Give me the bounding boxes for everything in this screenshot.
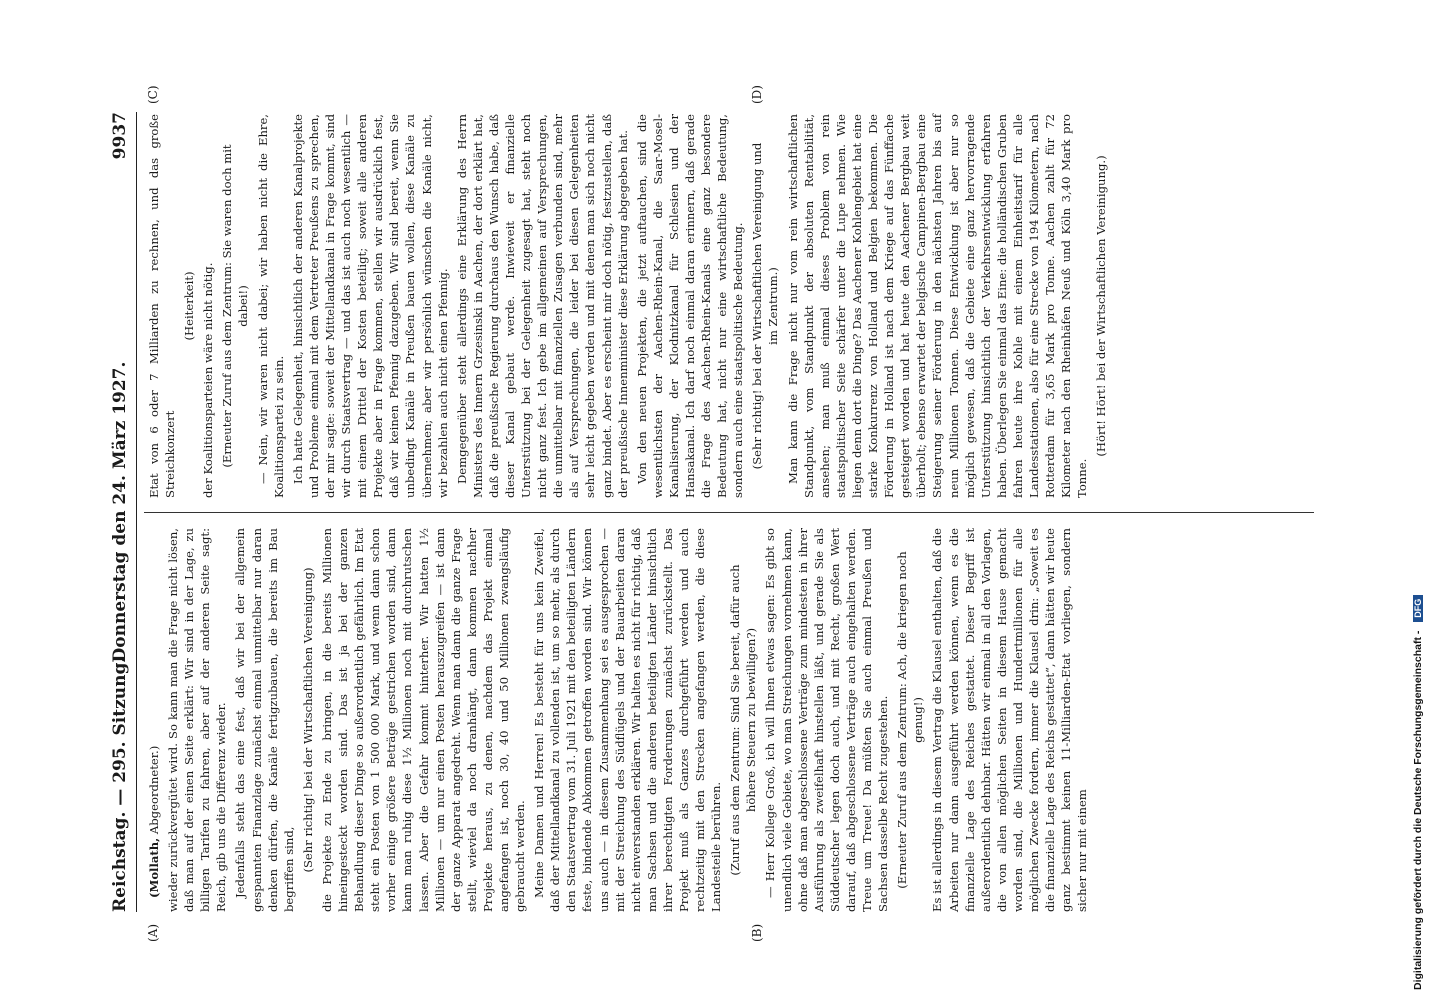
left-column-paragraph (300, 528, 316, 912)
paragraph-text: Jedenfalls steht das eine fest, daß wir bei der allgemein gespannten Finanzlage zunächst einmal unmittelbar nur daran denken dürfen, die Kanäle fertigzubauen, die bereits im Bau begriffen sind, (233, 528, 296, 912)
header-left: Reichstag. — 295. Sitzung. (110, 656, 130, 912)
paragraph-text: Demgegenüber steht allerdings eine Erklärung des Herrn Ministers des Innern Grzesinski in Aachen, der dort erklärt hat, daß die preußische Regierung durchaus den Wunsch habe, daß dieser Kanal gebaut werde. Inwieweit er finanzielle Unterstützung bei der Gelegenheit zugesagt hat, steht noch nicht ganz fest. Ich gebe im allgemeinen auf Versprechungen, die unmittelbar mit finanziellen Zusagen verbunden sind, mehr als auf Versprechungen, die leider bei diesen Gelegenheiten sehr leicht gegeben werden und mit denen man sich noch nicht ganz bindet. Aber es erscheint mir doch nötig, festzustellen, daß der preußische Innenminister diese Erklärung abgegeben hat. (454, 114, 630, 498)
left-column-paragraph (762, 528, 891, 912)
right-column-paragraph (181, 114, 197, 498)
right-column-paragraph (146, 114, 178, 498)
right-column-paragraph (634, 114, 747, 498)
left-column-paragraph (232, 528, 296, 912)
digitization-credit (1412, 10, 1432, 990)
speaker-name: (Mollath, (147, 837, 161, 898)
paragraph-text: Ich hatte Gelegenheit, hinsichtlich der anderen Kanalprojekte und Probleme einmal mit dem Vertreter Preußens zu sprechen, der mir sagte: soweit der Mittellandkanal in Frage kommt, sind wir durch Staatsvertrag — und das ist auch noch wesentlich — mit einem Drittel der Kosten beteiligt; soweit alle anderen Projekte aber in Frage kommen, stellen wir ausdrücklich fest, daß wir keinen Pfennig dazugeben. Wir sind bereit, wenn Sie unbedingt Kanäle in Preußen bauen wollen, diese Kanäle zu übernehmen; aber wir persönlich wünschen die Kanäle nicht, wir bezahlen auch nicht einen Pfennig. (290, 114, 450, 498)
paragraph-text: Es ist allerdings in diesem Vertrag die Klausel enthalten, daß die Arbeiten nur dann ausgeführt werden können, wenn es die finanzielle Lage des Reiches gestattet. Dieser Begriff ist außerordentlich dehnbar. Hätten wir einmal in all den Vorlagen, die von allen möglichen Seiten in diesem Hause gemacht worden sind, die Millionen und Hundertmillionen für alle möglichen Zwecke fordern, immer die Klausel drin: „Soweit es die finanzielle Lage des Reichs gestattet“, dann hätten wir heute ganz bestimmt keinen 11-Milliarden-Etat vorliegen, sondern sicher nur mit einem (930, 528, 1090, 912)
paragraph-text: (Zuruf aus dem Zentrum: Sind Sie bereit, dafür auch höhere Steuern zu bewilligen?) (728, 564, 759, 876)
paragraph-text: (Sehr richtig! bei der Wirtschaftlichen Vereinigung und im Zentrum.) (750, 142, 781, 470)
header-date: Donnerstag den 24. März 1927. (110, 361, 130, 663)
left-column-paragraph (531, 528, 724, 912)
right-column (146, 114, 1109, 498)
paragraph-text: — Nein, wir waren nicht dabei; wir haben nicht die Ehre, Koalitionspartei zu sein. (255, 114, 286, 498)
left-column-paragraph (894, 528, 926, 912)
right-column-paragraph (255, 114, 287, 498)
page-number: 9937 (110, 112, 130, 160)
right-column-paragraph (200, 114, 216, 498)
right-column-paragraph (290, 114, 451, 498)
paragraph-text: (Sehr richtig! bei der Wirtschaftlichen Vereinigung) (300, 567, 315, 873)
paragraph-text: Von den neuen Projekten, die jetzt auftauchen, sind die wesentlichsten der Aachen-Rhein-Kanal, die Saar-Mosel-Kanalisierung, der Klodnitzkanal für Schlesien und der Hansakanal. Ich darf noch einmal daran erinnern, daß gerade die Frage des Aachen-Rhein-Kanals eine ganz besondere Bedeutung hat, nicht nur eine wirtschaftliche Bedeutung, sondern auch eine staatspolitische Bedeutung. (634, 114, 746, 498)
right-column-paragraph (1093, 114, 1109, 498)
paragraph-text: (Erneuter Zuruf aus dem Zentrum: Ach, die kriegen noch genug!) (895, 551, 926, 889)
right-column-paragraph (219, 114, 251, 498)
left-column (146, 528, 1090, 912)
paragraph-text: (Heiterkeit) (182, 271, 197, 341)
left-column-paragraph (727, 528, 759, 912)
column-divider (144, 512, 1314, 513)
paragraph-text: — Herr Kollege Groß, ich will Ihnen etwas sagen: Es gibt so unendlich viele Gebiete, wo man Streichungen vornehmen kann, ohne daß man abgeschlossene Verträge zum mindesten in ihrer Ausführung als zweifelhaft hinstellen läßt, und gerade Sie als Süddeutscher legen doch auch, und mit Recht, großen Wert darauf, daß abgeschlossene Verträge auch eingehalten werden. Treue um Treue! Da müßten Sie auch einmal Preußen und Sachsen dasselbe Recht zugestehen. (763, 528, 891, 912)
margin-mark-a: (A) (146, 923, 160, 942)
margin-mark-b: (B) (750, 923, 764, 942)
paragraph-text: Etat von 6 oder 7 Milliarden zu rechnen, und das große Streichkonzert (147, 114, 178, 498)
left-column-paragraph (929, 528, 1090, 912)
paragraph-text: wieder zurückvergütet wird. So kann man die Frage nicht lösen, daß man auf der einen Seite erklärt: Wir sind in der Lage, zu billigen Tarifen zu fahren, aber auf der anderen Seite sagt: Reich, gib uns die Differenz wieder. (166, 528, 229, 912)
paragraph-text: (Erneuter Zuruf aus dem Zentrum: Sie waren doch mit dabei!) (220, 144, 251, 468)
left-column-paragraph (165, 528, 229, 912)
paragraph-text: Man kann die Frage nicht nur vom rein wirtschaftlichen Standpunkt, vom Standpunkt der absoluten Rentabilität, ansehen; man muß einmal dieses Problem von rein staatspolitischer Seite schärfer unter die Lupe nehmen. Wie liegen denn dort die Dinge? Das Aachener Kohlengebiet hat eine starke Konkurrenz von Holland und Belgien bekommen. Die Förderung in Holland ist nach dem Kriege auf das Fünffache gesteigert worden und hat heute den Aachener Bergbau weit überholt; ebenso erwartet der belgische Campinen-Bergbau eine Steigerung seiner Förderung in den nächsten Jahren bis auf neun Millionen Tonnen. Diese Entwicklung ist aber nur so möglich gewesen, daß die Gebiete eine ganz hervorragende Unterstützung hinsichtlich der Verkehrsentwicklung erfahren haben. Überlegen Sie einmal das Eine: die holländischen Gruben fahren heute ihre Kohle mit einem Einheitstarif für alle Landesstationen, also für eine Strecke von 194 Kilometern, nach Rotterdam für 3,65 Mark pro Tonne. Aachen zahlt für 72 Kilometer nach den Rheinhäfen Neuß und Köln 3,40 Mark pro Tonne. (785, 114, 1090, 498)
left-column-paragraph (319, 528, 528, 912)
dfg-logo: DFG (1413, 595, 1423, 622)
paragraph-text: die Projekte zu Ende zu bringen, in die bereits Millionen hineingesteckt worden sind. Das ist ja bei der ganzen Behandlung dieser Dinge so außerordentlich gefährlich. Im Etat steht ein Posten von 1 500 000 Mark, und wenn dann schon vorher einige größere Beträge gestrichen worden sind, dann kann man ruhig diese 1½ Millionen noch mit durchrutschen lassen. Aber die Gefahr kommt hinterher. Wir hatten 1½ Millionen — um nur einen Posten herauszugreifen — ist dann der ganze Apparat angedreht. Wenn man dann die ganze Frage stellt, wieviel da noch dranhängt, dann kommen nachher Projekte heraus, zu denen, nachdem das Projekt einmal angefangen ist, noch 30, 40 und 50 Millionen zwangsläufig gebraucht werden. (319, 528, 528, 912)
right-column-paragraph (454, 114, 631, 498)
right-column-paragraph (785, 114, 1091, 498)
page-header (110, 112, 137, 912)
margin-mark-c: (C) (146, 85, 160, 104)
paragraph-text: (Hört! Hört! bei der Wirtschaftlichen Vereinigung.) (1094, 155, 1109, 457)
speaker-role: Abgeordneter.) (147, 745, 161, 835)
credit-text: Digitalisierung gefördert durch die Deutsche Forschungsgemeinschaft - (1412, 630, 1424, 990)
right-column-paragraph (749, 114, 781, 498)
margin-mark-d: (D) (750, 85, 764, 104)
left-column-paragraph (146, 528, 162, 912)
document-page (110, 85, 1340, 942)
paragraph-text: der Koalitionsparteien wäre nicht nötig. (201, 262, 216, 498)
paragraph-text: Meine Damen und Herren! Es besteht für uns kein Zweifel, daß der Mittellandkanal zu vollenden ist, um so mehr, als durch den Staatsvertrag vom 31. Juli 1921 mit den beteiligten Ländern feste, bindende Abkommen getroffen worden sind. Wir können uns auch — in diesem Zusammenhang sei es ausgesprochen — mit der Streichung des Südflügels und der Bauarbeiten daran nicht einverstanden erklären. Wir halten es nicht für richtig, daß man Sachsen und die anderen beteiligten Länder hinsichtlich ihrer berechtigten Forderungen zunächst zurückstellt. Das Projekt muß als Ganzes durchgeführt werden und auch rechtzeitig mit den Strecken angefangen werden, die diese Landesteile berühren. (532, 528, 724, 912)
